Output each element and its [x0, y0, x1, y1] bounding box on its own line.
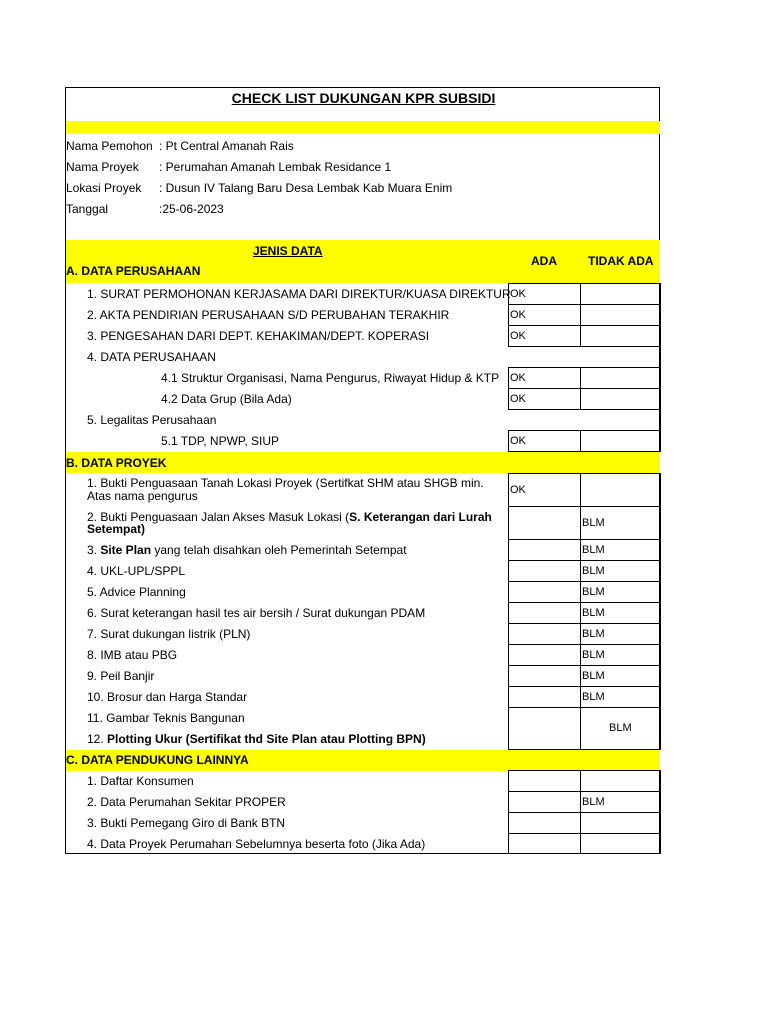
row-b9-tidak-cell — [580, 665, 661, 687]
row-a3-label: 3. PENGESAHAN DARI DEPT. KEHAKIMAN/DEPT. KOPERASI — [87, 329, 430, 343]
row-c2-ada-cell — [508, 791, 581, 813]
row-b1-label-line2: Atas nama pengurus — [87, 489, 198, 503]
row-b8-tidak-value: BLM — [582, 649, 605, 661]
row-a42-label: 4.2 Data Grup (Bila Ada) — [161, 392, 292, 406]
row-a2-tidak-cell — [580, 304, 661, 326]
row-b2-label-line1 — [87, 510, 492, 524]
row-b12-label — [87, 732, 426, 746]
row-b10-ada-cell — [508, 686, 581, 708]
row-a1-ada-cell — [508, 283, 581, 305]
row-b2-tidak-value: BLM — [582, 517, 605, 529]
row-b4-tidak-cell — [580, 560, 661, 582]
row-a42-ada-cell — [508, 388, 581, 410]
jenis-data-header: JENIS DATA — [253, 244, 323, 258]
row-a51-tidak-cell — [580, 430, 661, 452]
row-a3-ada-cell — [508, 325, 581, 347]
row-b1-label-line1: 1. Bukti Penguasaan Tanah Lokasi Proyek (Sertifkat SHM atau SHGB min. — [87, 476, 484, 490]
row-b1-ada-value: OK — [510, 484, 526, 496]
info-label-proyek: Nama Proyek — [66, 160, 139, 174]
row-b2-label-line2: Setempat) — [87, 522, 146, 536]
row-b11-tidak-value: BLM — [609, 722, 632, 734]
row-b12-label-bold: Plotting Ukur (Sertifikat thd Site Plan atau Plotting BPN) — [107, 732, 426, 746]
row-a5-label: 5. Legalitas Perusahaan — [87, 413, 217, 427]
row-b3-ada-cell — [508, 539, 581, 561]
row-b4-label: 4. UKL-UPL/SPPL — [87, 564, 186, 578]
row-a42-tidak-cell — [580, 388, 661, 410]
row-b3-tidak-value: BLM — [582, 544, 605, 556]
row-b4-ada-cell — [508, 560, 581, 582]
row-c2-tidak-cell — [580, 791, 661, 813]
row-c3-tidak-cell — [580, 812, 661, 834]
document-title: CHECK LIST DUKUNGAN KPR SUBSIDI — [231, 90, 496, 106]
row-c4-label: 4. Data Proyek Perumahan Sebelumnya beserta foto (Jika Ada) — [87, 837, 426, 851]
row-a51-label: 5.1 TDP, NPWP, SIUP — [161, 434, 280, 448]
info-label-pemohon: Nama Pemohon — [66, 139, 153, 153]
row-c4-ada-cell — [508, 833, 581, 854]
info-value-proyek: : Perumahan Amanah Lembak Residance 1 — [159, 160, 392, 174]
row-b3-label-pre: 3. — [87, 543, 101, 557]
row-c1-ada-cell — [508, 770, 581, 792]
row-a1-label: 1. SURAT PERMOHONAN KERJASAMA DARI DIREKTUR/KUASA DIREKTUR — [87, 287, 511, 301]
row-b3-label-bold: Site Plan — [100, 543, 152, 557]
row-b3-label-post: yang telah disahkan oleh Pemerintah Setempat — [151, 543, 407, 557]
row-b10-tidak-cell — [580, 686, 661, 708]
row-c2-label: 2. Data Perumahan Sekitar PROPER — [87, 795, 286, 809]
row-b7-label: 7. Surat dukungan listrik (PLN) — [87, 627, 251, 641]
section-b-heading: B. DATA PROYEK — [66, 456, 167, 470]
row-b6-ada-cell — [508, 602, 581, 624]
row-b8-ada-cell — [508, 644, 581, 666]
row-c3-label: 3. Bukti Pemegang Giro di Bank BTN — [87, 816, 286, 830]
row-a2-ada-cell — [508, 304, 581, 326]
row-b9-label: 9. Peil Banjir — [87, 669, 155, 683]
info-value-pemohon: : Pt Central Amanah Rais — [159, 139, 294, 153]
row-a2-label: 2. AKTA PENDIRIAN PERUSAHAAN S/D PERUBAHAN TERAKHIR — [87, 308, 450, 322]
row-a3-ada-value: OK — [510, 330, 526, 342]
row-b11-ada-cell — [508, 707, 581, 750]
row-b9-tidak-value: BLM — [582, 670, 605, 682]
row-b7-tidak-value: BLM — [582, 628, 605, 640]
row-b3-tidak-cell — [580, 539, 661, 561]
row-b6-tidak-value: BLM — [582, 607, 605, 619]
row-b6-label: 6. Surat keterangan hasil tes air bersih / Surat dukungan PDAM — [87, 606, 426, 620]
row-a42-ada-value: OK — [510, 393, 526, 405]
row-a41-label: 4.1 Struktur Organisasi, Nama Pengurus, Riwayat Hidup & KTP — [161, 371, 500, 385]
row-b8-label: 8. IMB atau PBG — [87, 648, 178, 662]
row-b6-tidak-cell — [580, 602, 661, 624]
row-b5-tidak-value: BLM — [582, 586, 605, 598]
row-b2-tidak-cell — [580, 506, 661, 540]
row-c1-tidak-cell — [580, 770, 661, 792]
row-b11-label: 11. Gambar Teknis Bangunan — [87, 711, 245, 725]
row-b1-tidak-cell — [580, 473, 661, 507]
info-label-lokasi: Lokasi Proyek — [66, 181, 142, 195]
row-b7-ada-cell — [508, 623, 581, 645]
row-a4-label: 4. DATA PERUSAHAAN — [87, 350, 216, 364]
row-b5-tidak-cell — [580, 581, 661, 603]
row-b2-label-bold: S. Keterangan dari Lurah — [349, 510, 492, 524]
row-c4-tidak-cell — [580, 833, 661, 854]
row-b5-label: 5. Advice Planning — [87, 585, 186, 599]
row-b1-ada-cell — [508, 473, 581, 507]
row-b7-tidak-cell — [580, 623, 661, 645]
section-c-heading: C. DATA PENDUKUNG LAINNYA — [66, 753, 249, 767]
row-b2-ada-cell — [508, 506, 581, 540]
info-value-lokasi: : Dusun IV Talang Baru Desa Lembak Kab Muara Enim — [159, 181, 453, 195]
row-a4-cell — [508, 346, 661, 368]
row-b3-label — [87, 543, 407, 557]
row-b8-tidak-cell — [580, 644, 661, 666]
info-value-tanggal: :25-06-2023 — [159, 202, 224, 216]
row-c3-ada-cell — [508, 812, 581, 834]
row-a2-ada-value: OK — [510, 309, 526, 321]
info-label-tanggal: Tanggal — [66, 202, 109, 216]
row-a5-cell — [508, 409, 661, 431]
row-b10-label: 10. Brosur dan Harga Standar — [87, 690, 248, 704]
row-a41-ada-value: OK — [510, 372, 526, 384]
row-a51-ada-cell — [508, 430, 581, 452]
row-b9-ada-cell — [508, 665, 581, 687]
section-a-heading: A. DATA PERUSAHAAN — [66, 264, 201, 278]
ada-column-header: ADA — [531, 254, 557, 268]
row-b2-label-pre: 2. Bukti Penguasaan Jalan Akses Masuk Lokasi ( — [87, 510, 350, 524]
title-highlight-bar — [66, 121, 660, 134]
row-a1-ada-value: OK — [510, 288, 526, 300]
row-b5-ada-cell — [508, 581, 581, 603]
row-a41-tidak-cell — [580, 367, 661, 389]
row-a41-ada-cell — [508, 367, 581, 389]
row-c1-label: 1. Daftar Konsumen — [87, 774, 194, 788]
tidak-ada-column-header: TIDAK ADA — [588, 254, 654, 268]
row-b10-tidak-value: BLM — [582, 691, 605, 703]
row-b4-tidak-value: BLM — [582, 565, 605, 577]
row-b12-label-pre: 12. — [87, 732, 108, 746]
row-a51-ada-value: OK — [510, 435, 526, 447]
row-c2-tidak-value: BLM — [582, 796, 605, 808]
row-a1-tidak-cell — [580, 283, 661, 305]
row-b11-tidak-cell — [580, 707, 661, 750]
row-a3-tidak-cell — [580, 325, 661, 347]
checklist-sheet — [65, 87, 660, 854]
